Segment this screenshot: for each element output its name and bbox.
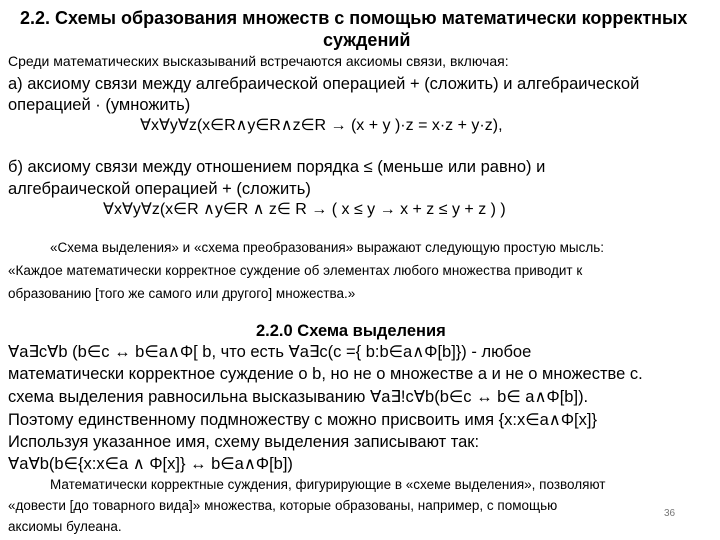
subsection-line-5: Используя указанное имя, схему выделения записывают так: [8,433,480,451]
axiom-b-line-1: б) аксиому связи между отношением порядка ≤ (меньше или равно) и [8,158,546,176]
subsection-line-3: схема выделения равносильна высказыванию ∀a∃!c∀b(b∈c ↔ b∈ a∧Φ[b]). [8,388,589,406]
closing-line-3: аксиомы булеана. [8,519,122,534]
schema-note-line-2 [8,264,708,279]
subsection-line-2: математически корректное суждение о b, но не о множестве a и не о множестве c. [8,365,643,383]
schema-note-line-3: образованию [того же самого или другого] множества.» [8,286,356,301]
subsection-heading: 2.2.0 Схема выделения [256,322,446,340]
axiom-a-line-2: операцией · (умножить) [8,96,191,114]
axiom-a-formula: ∀x∀y∀z(x∈R∧y∈R∧z∈R → (x + y )·z = x·z + y·z), [140,117,503,134]
axiom-a-line-1: а) аксиому связи между алгебраической операцией + (сложить) и алгебраической [8,75,640,93]
subsection-line-6: ∀a∀b(b∈{x:x∈a ∧ Φ[x]} ↔ b∈a∧Φ[b]) [8,455,293,473]
title-line-1: 2.2. Схемы образования множеств с помощью математически корректных [20,8,688,28]
schema-note-line-1: «Схема выделения» и «схема преобразования» выражают следующую простую мысль: [50,240,605,255]
axiom-b-formula: ∀x∀y∀z(x∈R ∧y∈R ∧ z∈ R → ( x ≤ y → x + z ≤ y + z ) ) [103,201,506,218]
closing-line-2: «довести [до товарного вида]» множества, которые образованы, например, с помощью [8,498,558,513]
intro-text: Среди математических высказываний встречаются аксиомы связи, включая: [8,53,509,69]
closing-line-1: Математически корректные суждения, фигурирующие в «схеме выделения», позволяют [50,477,606,492]
title-line-2: суждений [323,30,411,50]
axiom-b-line-2: алгебраической операцией + (сложить) [8,180,311,198]
schema-note-line-2-text: «Каждое математически корректное суждение об элементах любого множества приводит к [8,263,583,278]
slide-number: 36 [664,508,676,519]
subsection-line-1: ∀a∃c∀b (b∈c ↔ b∈a∧Φ[ b, что есть ∀a∃c(c ={ b:b∈a∧Φ[b]}) - любое [8,343,532,361]
subsection-line-4: Поэтому единственному подмножеству с можно присвоить имя {x:x∈a∧Φ[x]} [8,411,597,429]
